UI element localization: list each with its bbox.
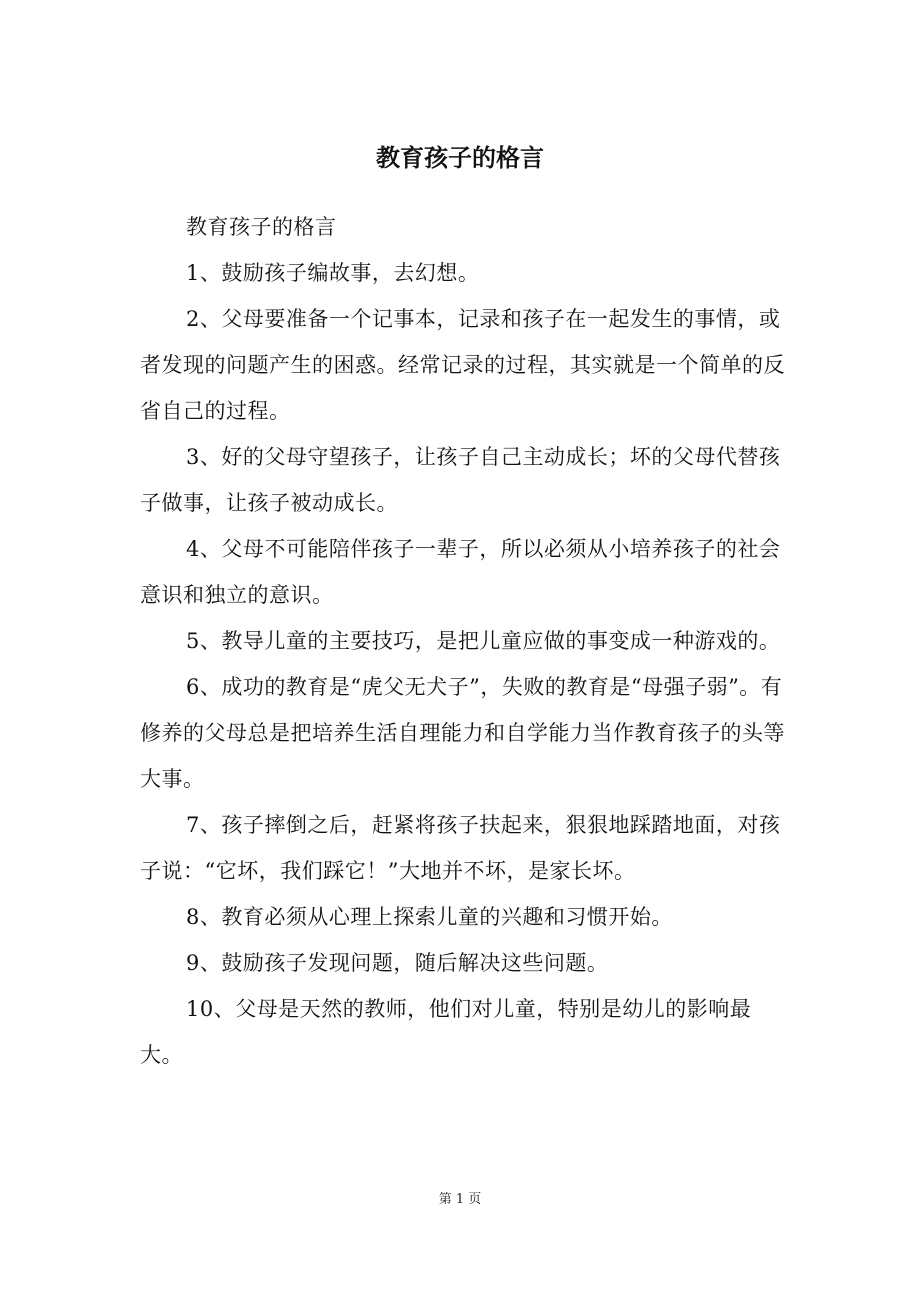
maxim-item-3: 3、好的父母守望孩子，让孩子自己主动成长；坏的父母代替孩子做事，让孩子被动成长。 [140,445,781,515]
maxim-item-10: 10、父母是天然的教师，他们对儿童，特别是幼儿的影响最大。 [140,997,752,1067]
document-body [140,204,790,1078]
body-subtitle: 教育孩子的格言 [186,215,337,239]
maxim-item-7: 7、孩子摔倒之后，赶紧将孩子扶起来，狠狠地踩踏地面，对孩子说：“它坏，我们踩它！”大地并不坏，是家长坏。 [140,813,781,883]
maxim-item-1: 1、鼓励孩子编故事，去幻想。 [186,261,480,285]
maxim-item-8: 8、教育必须从心理上探索儿童的兴趣和习惯开始。 [186,905,673,929]
maxim-item-2: 2、父母要准备一个记事本，记录和孩子在一起发生的事情，或者发现的问题产生的困惑。经常记录的过程，其实就是一个简单的反省自己的过程。 [140,307,785,423]
page-number: 第 1 页 [438,1192,482,1207]
document-title: 教育孩子的格言 [376,144,544,172]
maxim-item-9: 9、鼓励孩子发现问题，随后解决这些问题。 [186,951,609,975]
maxim-item-4: 4、父母不可能陪伴孩子一辈子，所以必须从小培养孩子的社会意识和独立的意识。 [140,537,781,607]
maxim-item-5: 5、教导儿童的主要技巧，是把儿童应做的事变成一种游戏的。 [186,629,781,653]
maxim-item-6: 6、成功的教育是“虎父无犬子”，失败的教育是“母强子弱”。有修养的父母总是把培养生活自理能力和自学能力当作教育孩子的头等大事。 [140,675,785,791]
